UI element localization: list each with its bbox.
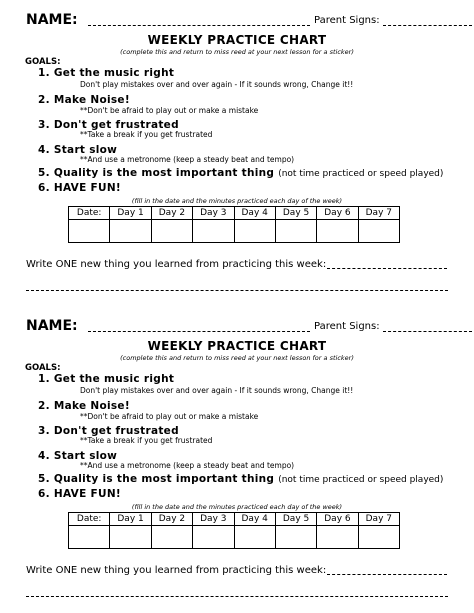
goal-title: Get the music right <box>53 373 175 385</box>
name-label: NAME: <box>26 12 78 28</box>
day-5-cell[interactable] <box>275 220 316 243</box>
day-2-cell[interactable] <box>151 526 192 549</box>
chart-subtitle: (complete this and return to miss reed at your next lesson for a sticker) <box>120 354 354 362</box>
day-6-cell[interactable] <box>317 526 358 549</box>
header-date: Date: <box>69 207 110 220</box>
goal-title: Start slow <box>53 450 118 462</box>
goal-number: 5. <box>38 473 50 485</box>
chart-title: WEEKLY PRACTICE CHART <box>147 33 327 47</box>
day-4-cell[interactable] <box>234 526 275 549</box>
goal-item-1 <box>38 373 174 385</box>
header-day-7: Day 7 <box>358 207 399 220</box>
goal-title: Make Noise! <box>53 94 130 106</box>
goal-item-6 <box>38 488 121 500</box>
day-7-cell[interactable] <box>358 526 399 549</box>
write-answer-blank-line-2[interactable] <box>26 290 448 291</box>
goal-item-2 <box>38 400 130 412</box>
table-header-row <box>69 513 400 526</box>
goal-note-3: **Take a break if you get frustrated <box>80 130 213 139</box>
header-date: Date: <box>69 513 110 526</box>
header-day-6: Day 6 <box>317 207 358 220</box>
name-row <box>26 12 466 30</box>
goal-number: 2. <box>38 400 50 412</box>
name-blank-line[interactable] <box>88 25 310 26</box>
goal-qualifier: (not time practiced or speed played) <box>278 475 444 485</box>
parent-signature-blank-line[interactable] <box>383 331 472 332</box>
chart-subtitle: (complete this and return to miss reed at your next lesson for a sticker) <box>120 48 354 56</box>
header-day-2: Day 2 <box>151 513 192 526</box>
goal-note-1: Don't play mistakes over and over again - If it sounds wrong, Change it!! <box>80 80 354 89</box>
goal-title: HAVE FUN! <box>53 488 122 500</box>
header-day-6: Day 6 <box>317 513 358 526</box>
goal-title: Quality is the most important thing <box>53 167 275 179</box>
name-row <box>26 318 466 336</box>
table-instruction: (fill in the date and the minutes practiced each day of the week) <box>131 197 343 205</box>
write-answer-blank-line[interactable] <box>327 574 447 575</box>
day-3-cell[interactable] <box>193 220 234 243</box>
write-prompt: Write ONE new thing you learned from practicing this week: <box>26 259 327 270</box>
day-3-cell[interactable] <box>193 526 234 549</box>
goals-label: GOALS: <box>25 57 61 67</box>
goal-number: 1. <box>38 373 50 385</box>
table-instruction: (fill in the date and the minutes practiced each day of the week) <box>131 503 343 511</box>
goal-item-1 <box>38 67 174 79</box>
header-day-7: Day 7 <box>358 513 399 526</box>
date-cell[interactable] <box>69 220 110 243</box>
header-day-4: Day 4 <box>234 207 275 220</box>
goal-note-3: **Take a break if you get frustrated <box>80 436 213 445</box>
header-day-3: Day 3 <box>193 207 234 220</box>
goal-item-6 <box>38 182 121 194</box>
goal-item-5 <box>38 473 443 485</box>
goal-note-2: **Don't be afraid to play out or make a mistake <box>80 412 259 421</box>
goal-title: Don't get frustrated <box>53 425 179 437</box>
write-answer-blank-line-2[interactable] <box>26 596 448 597</box>
goal-number: 3. <box>38 119 50 131</box>
practice-log-table <box>68 512 400 549</box>
header-day-1: Day 1 <box>110 207 151 220</box>
parent-signature-blank-line[interactable] <box>383 25 472 26</box>
goal-title: Get the music right <box>53 67 175 79</box>
practice-chart-sheet-1 <box>0 0 474 306</box>
goal-title: Make Noise! <box>53 400 130 412</box>
goal-title: Start slow <box>53 144 118 156</box>
practice-chart-sheet-2 <box>0 306 474 612</box>
header-day-1: Day 1 <box>110 513 151 526</box>
goal-number: 6. <box>38 488 50 500</box>
goal-title: Quality is the most important thing <box>53 473 275 485</box>
table-entry-row <box>69 220 400 243</box>
chart-title: WEEKLY PRACTICE CHART <box>147 339 327 353</box>
goal-number: 4. <box>38 144 50 156</box>
goal-qualifier: (not time practiced or speed played) <box>278 169 444 179</box>
goal-number: 4. <box>38 450 50 462</box>
parent-signs-label: Parent Signs: <box>314 321 380 332</box>
goal-title: Don't get frustrated <box>53 119 179 131</box>
goal-item-5 <box>38 167 443 179</box>
day-1-cell[interactable] <box>110 220 151 243</box>
day-6-cell[interactable] <box>317 220 358 243</box>
goal-item-2 <box>38 94 130 106</box>
parent-signs-label: Parent Signs: <box>314 15 380 26</box>
header-day-4: Day 4 <box>234 513 275 526</box>
date-cell[interactable] <box>69 526 110 549</box>
goal-note-4: **And use a metronome (keep a steady beat and tempo) <box>80 461 295 470</box>
header-day-5: Day 5 <box>275 207 316 220</box>
day-2-cell[interactable] <box>151 220 192 243</box>
name-blank-line[interactable] <box>88 331 310 332</box>
goal-title: HAVE FUN! <box>53 182 122 194</box>
header-day-3: Day 3 <box>193 513 234 526</box>
table-entry-row <box>69 526 400 549</box>
goal-note-2: **Don't be afraid to play out or make a mistake <box>80 106 259 115</box>
name-label: NAME: <box>26 318 78 334</box>
day-1-cell[interactable] <box>110 526 151 549</box>
write-answer-blank-line[interactable] <box>327 268 447 269</box>
write-prompt: Write ONE new thing you learned from practicing this week: <box>26 565 327 576</box>
table-header-row <box>69 207 400 220</box>
day-7-cell[interactable] <box>358 220 399 243</box>
goal-number: 6. <box>38 182 50 194</box>
goal-note-4: **And use a metronome (keep a steady beat and tempo) <box>80 155 295 164</box>
goal-number: 1. <box>38 67 50 79</box>
goal-number: 5. <box>38 167 50 179</box>
header-day-2: Day 2 <box>151 207 192 220</box>
goal-note-1: Don't play mistakes over and over again - If it sounds wrong, Change it!! <box>80 386 354 395</box>
goal-number: 3. <box>38 425 50 437</box>
day-4-cell[interactable] <box>234 220 275 243</box>
goal-number: 2. <box>38 94 50 106</box>
day-5-cell[interactable] <box>275 526 316 549</box>
practice-log-table <box>68 206 400 243</box>
header-day-5: Day 5 <box>275 513 316 526</box>
goals-label: GOALS: <box>25 363 61 373</box>
